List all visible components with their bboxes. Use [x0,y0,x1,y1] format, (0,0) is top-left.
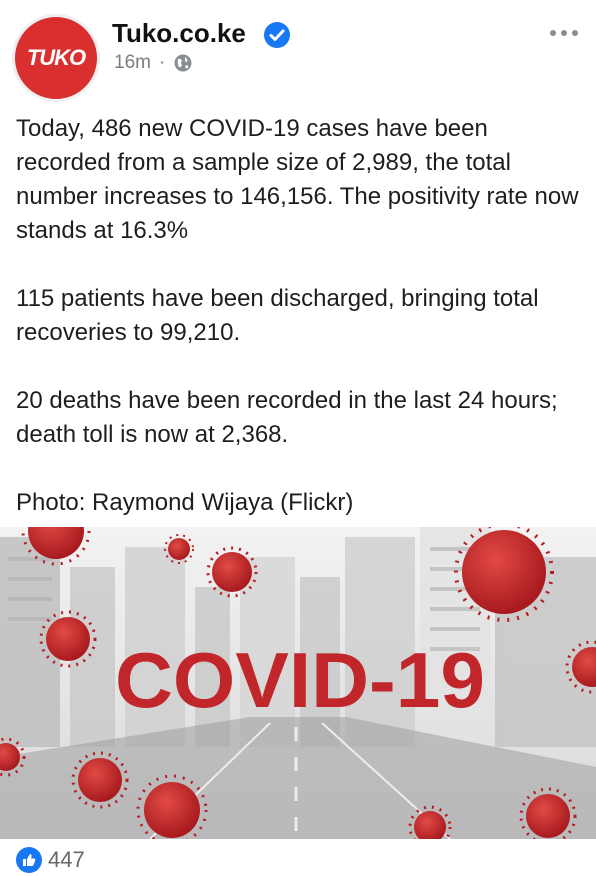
like-icon [16,847,42,873]
meta-separator: · [158,52,166,73]
page-avatar[interactable] [12,14,100,102]
post-timestamp[interactable]: 16m [114,52,151,73]
image-title: COVID-19 [115,636,486,724]
page-name[interactable]: Tuko.co.ke [112,18,246,48]
post-meta [114,52,193,74]
post-header [0,0,596,100]
logo-text: TUKO [26,45,86,70]
globe-icon[interactable] [173,53,193,73]
reactions-bar[interactable] [16,845,85,875]
covid-illustration [0,527,596,839]
post-text [16,112,582,520]
reaction-count[interactable]: 447 [48,847,85,872]
photo-credit: Photo: Raymond Wijaya (Flickr) [16,489,354,516]
paragraph-cases: Today, 486 new COVID-19 cases have been recorded from a sample size of 2,989, the total number increases to 146,156. The positivity rate now stands at 16.3% [16,115,579,244]
verified-badge-icon [264,22,290,48]
paragraph-deaths: 20 deaths have been recorded in the last 24 hours; death toll is now at 2,368. [16,387,558,448]
post-image[interactable] [0,527,596,839]
more-options-icon[interactable] [550,30,578,36]
paragraph-recoveries: 115 patients have been discharged, bringing total recoveries to 99,210. [16,285,539,346]
